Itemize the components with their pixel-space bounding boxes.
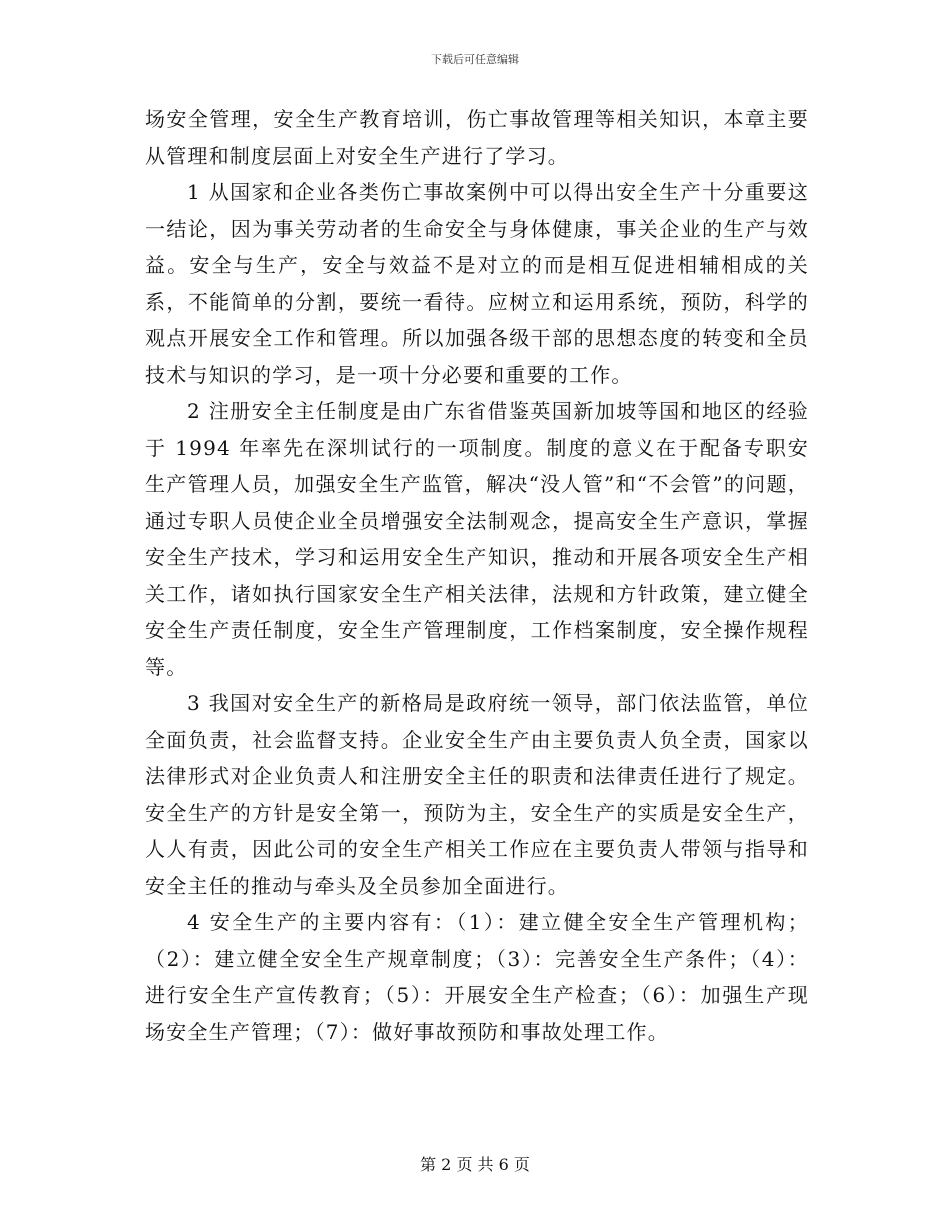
page-number-footer: 第 2 页 共 6 页 (420, 1155, 530, 1174)
paragraph-point-1: 1 从国家和企业各类伤亡事故案例中可以得出安全生产十分重要这一结论，因为事关劳动者的生命安全与身体健康，事关企业的生产与效益。安全与生产，安全与效益不是对立的而是相互促进相辅相成的关系，不能简单的分割，要统一看待。应树立和运用系统，预防，科学的观点开展安全工作和管理。所以加强各级干部的思想态度的转变和全员技术与知识的学习，是一项十分必要和重要的工作。 (145, 180, 809, 387)
page-header: 下载后可任意编辑 (431, 53, 519, 66)
paragraph-point-3: 3 我国对安全生产的新格局是政府统一领导，部门依法监管，单位全面负责，社会监督支持。企业安全生产由主要负责人负全责，国家以法律形式对企业负责人和注册安全主任的职责和法律责任进行了规定。安全生产的方针是安全第一，预防为主，安全生产的实质是安全生产，人人有责，因此公司的安全生产相关工作应在主要负责人带领与指导和安全主任的推动与牵头及全员参加全面进行。 (145, 691, 809, 898)
document-body (145, 101, 809, 1050)
paragraph-point-2: 2 注册安全主任制度是由广东省借鉴英国新加坡等国和地区的经验于 1994 年率先在深圳试行的一项制度。制度的意义在于配备专职安生产管理人员，加强安全生产监管，解决“没人管”和“不会管”的问题，通过专职人员使企业全员增强安全法制观念，提高安全生产意识，掌握安全生产技术，学习和运用安全生产知识，推动和开展各项安全生产相关工作，诸如执行国家安全生产相关法律，法规和方针政策，建立健全安全生产责任制度，安全生产管理制度，工作档案制度，安全操作规程等。 (145, 399, 809, 679)
paragraph-continuation: 场安全管理，安全生产教育培训，伤亡事故管理等相关知识，本章主要从管理和制度层面上对安全生产进行了学习。 (145, 107, 809, 168)
paragraph-point-4: 4 安全生产的主要内容有：（1）：建立健全安全生产管理机构；（2）：建立健全安全生产规章制度；（3）：完善安全生产条件；（4）：进行安全生产宣传教育；（5）：开展安全生产检查；（6）：加强生产现场安全生产管理；（7）：做好事故预防和事故处理工作。 (145, 910, 809, 1044)
